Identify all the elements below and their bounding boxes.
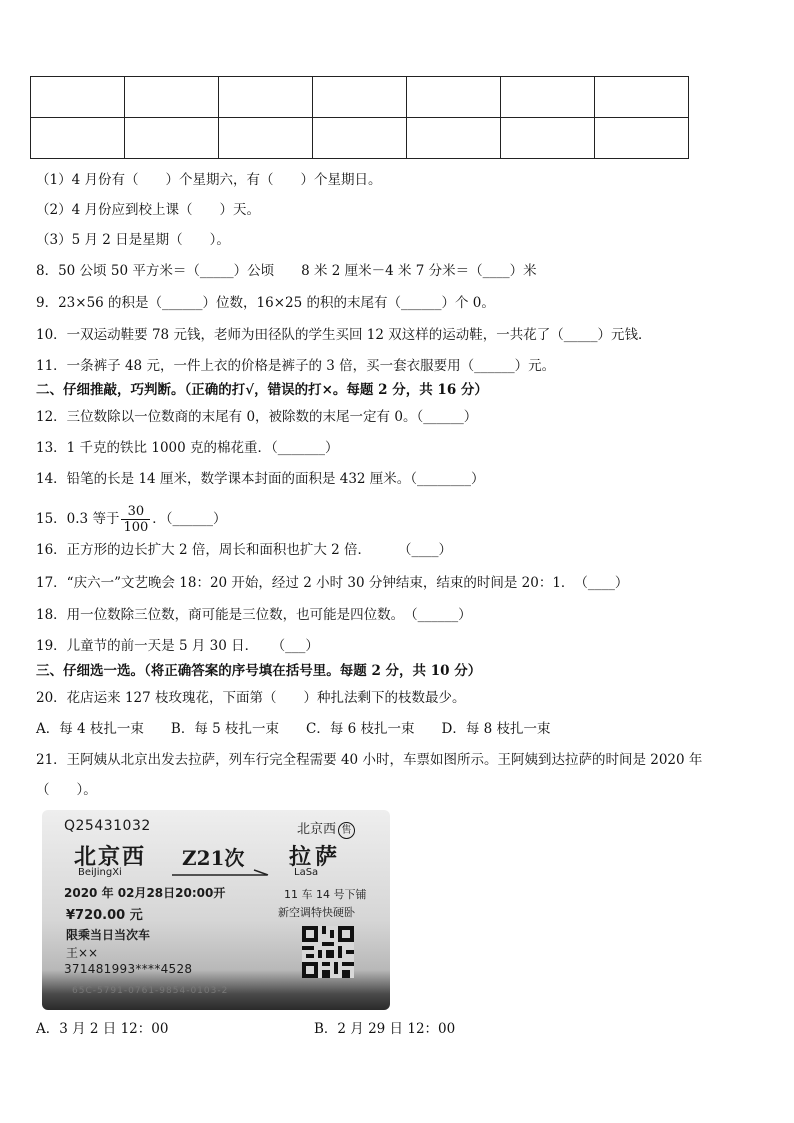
sold-stamp-icon: 售 [338, 822, 355, 839]
line-q7-3: （3）5 月 2 日是星期（ ）。 [36, 232, 230, 248]
line-q21-blank: （ ）。 [36, 782, 97, 798]
line-q19: 19．儿童节的前一天是 5 月 30 日． （___） [36, 638, 319, 654]
calendar-cell [219, 118, 313, 159]
ticket-class: 新空调特快硬卧 [278, 906, 355, 919]
ticket-from-en: BeiJingXi [78, 867, 122, 878]
line-q7-1: （1）4 月份有（ ）个星期六，有（ ）个星期日。 [36, 172, 382, 188]
ticket-train-number: Z21次 [182, 846, 245, 870]
ticket-bottom-code: 65C-5791-0761-9854-0103-2 [72, 986, 229, 996]
ticket-to-en: LaSa [294, 867, 319, 878]
line-q7-2: （2）4 月份应到校上课（ ）天。 [36, 202, 260, 218]
calendar-cell [313, 118, 407, 159]
calendar-cell [125, 77, 219, 118]
ticket-seat: 11 车 14 号下铺 [284, 888, 367, 901]
ticket-limit: 限乘当日当次车 [66, 928, 151, 942]
q21-option-b: B．2 月 29 日 12：00 [314, 1021, 456, 1037]
calendar-row [31, 118, 689, 159]
line-q20: 20．花店运来 127 枝玫瑰花，下面第（ ）种扎法剩下的枝数最少。 [36, 690, 466, 706]
line-sec3: 三、仔细选一选。（将正确答案的序号填在括号里。每题 2 分，共 10 分） [36, 663, 482, 679]
question-15 [36, 504, 227, 535]
calendar-cell [595, 77, 689, 118]
line-q13: 13．1 千克的铁比 1000 克的棉花重．（_______） [36, 440, 339, 456]
calendar-cell [313, 77, 407, 118]
line-q9: 9．23×56 的积是（______）位数，16×25 的积的末尾有（______）个 0。 [36, 295, 495, 311]
arrow-right-icon [172, 868, 272, 878]
line-q8: 8．50 公顷 50 平方米＝（_____）公顷 8 米 2 厘米－4 米 7 分米＝（____）米 [36, 263, 537, 279]
qr-code-icon [302, 926, 354, 978]
ticket-departure: 2020 年 02月28日20:00开 [64, 886, 226, 900]
calendar-table [30, 76, 689, 159]
ticket-from: 北京西 [74, 844, 147, 870]
calendar-cell [407, 77, 501, 118]
calendar-cell [501, 118, 595, 159]
line-q17: 17．“庆六一”文艺晚会 18：20 开始，经过 2 小时 30 分钟结束，结束的时间是 20：1． （____） [36, 575, 629, 591]
line-q10: 10．一双运动鞋要 78 元钱，老师为田径队的学生买回 12 双这样的运动鞋，一共花了（_____）元钱． [36, 327, 652, 343]
fraction-numerator: 30 [121, 504, 150, 520]
line-q20-opts: A．每 4 枝扎一束 B．每 5 枝扎一束 C．每 6 枝扎一束 D．每 8 枝扎一束 [36, 721, 551, 737]
calendar-cell [407, 118, 501, 159]
calendar-cell [595, 118, 689, 159]
ticket-station-text: 北京西 [297, 822, 337, 837]
ticket-to: 拉萨 [289, 844, 342, 870]
line-sec2: 二、仔细推敲，巧判断。（正确的打√，错误的打×。每题 2 分，共 16 分） [36, 382, 488, 398]
calendar-cell [125, 118, 219, 159]
ticket-id-number: 371481993****4528 [64, 962, 193, 976]
line-q16: 16．正方形的边长扩大 2 倍，周长和面积也扩大 2 倍． （____） [36, 542, 453, 558]
q15-prefix: 15．0.3 等于 [36, 511, 120, 527]
line-q21: 21．王阿姨从北京出发去拉萨，列车行完全程需要 40 小时，车票如图所示。王阿姨到达拉萨的时间是 2020 年 [36, 752, 703, 768]
fraction-denominator: 100 [123, 520, 149, 535]
calendar-cell [501, 77, 595, 118]
line-q12: 12．三位数除以一位数商的末尾有 0，被除数的末尾一定有 0。（______） [36, 409, 478, 425]
fraction [121, 504, 150, 535]
q15-suffix: ．（______） [152, 511, 227, 527]
calendar-cell [31, 77, 125, 118]
calendar-cell [31, 118, 125, 159]
ticket-sale-station [297, 818, 355, 839]
q21-option-a: A．3 月 2 日 12：00 [36, 1021, 169, 1037]
ticket-serial: Q25431032 [64, 818, 151, 834]
ticket-passenger: 王×× [66, 946, 99, 960]
line-q18: 18．用一位数除三位数，商可能是三位数，也可能是四位数。 （______） [36, 607, 472, 623]
train-ticket [42, 810, 390, 1010]
line-q11: 11．一条裤子 48 元，一件上衣的价格是裤子的 3 倍，买一套衣服要用（______）元。 [36, 358, 556, 374]
calendar-cell [219, 77, 313, 118]
line-q14: 14．铅笔的长是 14 厘米，数学课本封面的面积是 432 厘米。（________） [36, 471, 485, 487]
ticket-price: ¥720.00 元 [66, 908, 143, 923]
calendar-row [31, 77, 689, 118]
